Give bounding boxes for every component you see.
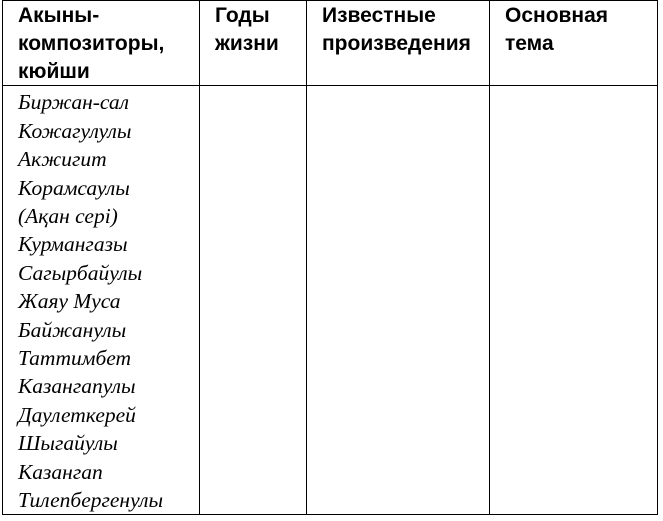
composer-name-line: Казангапулы xyxy=(18,374,136,399)
composer-name-line: Шыгайулы xyxy=(18,431,118,456)
composer-name-line: Кожагулулы xyxy=(18,118,132,143)
composer-list-cell xyxy=(3,86,200,515)
composer-name-line: Казангап xyxy=(18,459,103,484)
composer-name-line: Таттимбет xyxy=(18,346,132,371)
composer-name-line: Жаяу Муса xyxy=(18,289,121,314)
header-line: Годы xyxy=(215,4,270,27)
composer-name-line: Сагырбайулы xyxy=(18,260,143,285)
works-cell-empty[interactable] xyxy=(307,86,490,515)
composer-name-line: Байжанулы xyxy=(18,317,127,342)
header-line: кюйши xyxy=(18,59,90,83)
composer-name-line: Даулеткерей xyxy=(18,402,136,427)
composer-name-line: Курмангазы xyxy=(18,232,128,257)
years-cell-empty[interactable] xyxy=(200,86,307,515)
header-line: Основная xyxy=(505,4,609,27)
header-line: композиторы, xyxy=(18,31,165,55)
composers-table xyxy=(2,0,658,515)
header-line: произведения xyxy=(322,31,471,55)
body-row xyxy=(3,86,658,515)
composer-name-line: Биржан-сал xyxy=(18,90,130,115)
header-line: Известные xyxy=(322,4,436,27)
header-cell-years xyxy=(200,1,307,86)
header-line: жизни xyxy=(215,31,279,55)
theme-cell-empty[interactable] xyxy=(490,86,658,515)
composer-name-line: Акжигит xyxy=(18,147,107,172)
header-cell-theme xyxy=(490,1,658,86)
header-row xyxy=(3,1,658,86)
header-line: тема xyxy=(505,31,554,55)
composer-name-line: Тилепбергенулы xyxy=(18,488,163,513)
composer-name-line: (Ақан серi) xyxy=(18,204,118,229)
header-cell-composers xyxy=(3,1,200,86)
composer-name-line: Корамсаулы xyxy=(18,175,130,200)
header-cell-works xyxy=(307,1,490,86)
header-line: Акыны- xyxy=(18,4,100,27)
